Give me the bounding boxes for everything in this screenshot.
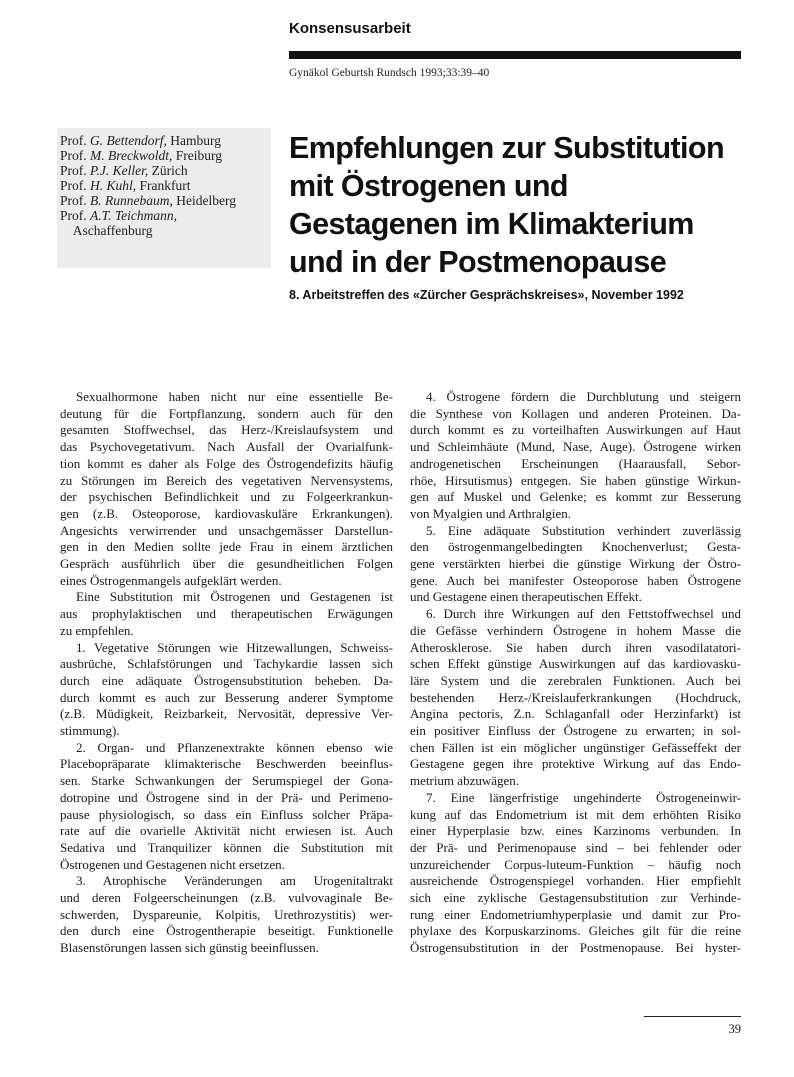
page-number: 39 [728, 1022, 741, 1036]
text-line: Blasenstörungen lassen sich günstig beeinflussen. [60, 940, 319, 956]
author-affiliation: Zürich [148, 163, 188, 178]
text-line: gen in den Medien sollte jede Frau in einem ärztlichen [60, 539, 393, 555]
text-line: ein positiver Einfluss der Östrogene zu erwarten; in sol- [410, 723, 741, 738]
text-line: sen. Starke Schwankungen der Serumspiegel der Gona- [60, 773, 393, 789]
text-line: Gespräch ausführlich über die gesundheitlichen Folgen [60, 556, 393, 571]
author-line [60, 133, 221, 148]
title-line: mit Östrogenen und [289, 169, 568, 203]
author-line [60, 208, 177, 223]
text-line: 4. Östrogene fördern die Durchblutung und steigern [426, 389, 741, 404]
author-name: M. Breckwoldt, [90, 148, 173, 163]
text-line: 3. Atrophische Veränderungen am Urogenitaltrakt [76, 873, 393, 889]
title-line: Gestagenen im Klimakterium [289, 207, 694, 241]
text-line: läre System und die zerebralen Funktionen. Auch bei [410, 672, 741, 688]
text-line: durch kommt es auch zur Besserung anderer Symptome [60, 689, 393, 705]
author-affiliation: Heidelberg [172, 193, 236, 208]
journal-reference: Gynäkol Geburtsh Rundsch 1993;33:39–40 [289, 67, 490, 79]
text-line: und deren Folgeerscheinungen (z.B. vulvovaginale Be- [60, 890, 393, 905]
text-line: den durch eine Östrogentherapie beseitigt. Funktionelle [60, 923, 393, 939]
text-line: stimmung). [60, 723, 120, 738]
text-line: und Schleimhäute (Mund, Nase, Auge). Östrogene wirken [410, 439, 741, 455]
author-prefix: Prof. [60, 148, 90, 163]
section-label: Konsensusarbeit [289, 20, 411, 37]
text-line: Angina pectoris, Z.n. Schlaganfall oder Herzinfarkt) ist [410, 706, 741, 722]
text-line: rhöe, Hirsutismus) entgegen. Sie haben günstige Wirkun- [410, 472, 741, 488]
text-line: Östrogensubstitution in der Postmenopause. Bei hyster- [410, 940, 741, 956]
text-line: Eine Substitution mit Östrogenen und Gestagenen ist [76, 589, 393, 605]
text-line: phylaxe des Korpuskarzinoms. Gleiches gilt für die reine [410, 923, 741, 939]
text-line: bestehenden Herz-/Kreislauferkrankungen (Hochdruck, [410, 689, 741, 705]
author-name: A.T. Teichmann, [90, 208, 178, 223]
text-line: gen auf Muskel und Gelenke; es kommt zur Besserung [410, 489, 741, 505]
text-line: androgenetischen Erscheinungen (Haarausfall, Sebor- [410, 455, 741, 471]
text-line: (z.B. Müdigkeit, Reizbarkeit, Nervosität, depressive Ver- [60, 706, 393, 722]
text-line: gen (z.B. Osteoporose, kardiovaskuläre Erkrankungen). [60, 505, 393, 521]
author-affiliation: Hamburg [166, 133, 221, 148]
author-line [60, 163, 188, 178]
author-line [60, 148, 222, 163]
author-prefix: Prof. [60, 193, 90, 208]
author-line [60, 223, 152, 238]
text-line: und Gestagene einen therapeutischen Effekt. [410, 589, 642, 605]
title-line: und in der Postmenopause [289, 245, 667, 279]
text-line: zu empfehlen. [60, 622, 134, 638]
author-line [60, 193, 236, 208]
text-line: chen Fällen ist ein möglicher ungünstiger Gefässeffekt der [410, 739, 741, 755]
text-line: 2. Organ- und Pflanzenextrakte können ebenso wie [76, 739, 393, 755]
author-name: G. Bettendorf, [90, 133, 167, 148]
author-prefix: Prof. [60, 163, 90, 178]
author-name: H. Kuhl, [90, 178, 137, 193]
text-line: eines Östrogenmangels aufgeklärt werden. [60, 572, 282, 588]
text-line: den östrogenmangelbedingten Knochenverlust; Gesta- [410, 539, 741, 555]
text-line: Placebopräparate klimakterische Beschwerden beeinflus- [60, 756, 393, 772]
author-prefix: Prof. [60, 133, 90, 148]
text-line: der Prä- und Perimenopause sind – bei fehlender oder [410, 839, 741, 855]
header-rule [289, 51, 741, 59]
text-line: deutung für die Fortpflanzung, sondern auch für den [60, 405, 393, 421]
author-affiliation: Frankfurt [136, 178, 191, 193]
text-line: sich eine zyklische Gestagensubstitution zur Verhinde- [410, 890, 741, 905]
text-line: Atherosklerose. Sie haben durch ihren vasodilatatori- [410, 639, 741, 655]
text-line: Gestagene gegen ihre protektive Wirkung auf das Endo- [410, 756, 741, 772]
text-line: aus prophylaktischen und therapeutischen Erwägungen [60, 606, 393, 622]
text-line: von Myalgien und Arthralgien. [410, 505, 572, 521]
text-line: metrium abzuwägen. [410, 773, 520, 789]
article-subtitle: 8. Arbeitstreffen des «Zürcher Gesprächskreises», November 1992 [289, 288, 684, 302]
text-line: rung einer Endometriumhyperplasie und damit zur Pro- [410, 906, 741, 922]
text-line: pause physiologisch, so dass ein Einfluss solcher Präpa- [60, 806, 393, 822]
footer-rule [644, 1016, 741, 1017]
text-line: schwerden, Dyspareunie, Kolpitis, Urethrozystitis) wer- [60, 906, 393, 922]
author-prefix: Prof. [60, 208, 90, 223]
text-line: tion kommt es daher als Folge des Östrogendefizits häufig [60, 455, 393, 471]
text-line: gesamten Stoffwechsel, das Herz-/Kreislaufsystem und [60, 422, 393, 438]
author-name: B. Runnebaum, [90, 193, 173, 208]
text-line: 5. Eine adäquate Substitution verhindert zuverlässig [426, 522, 741, 538]
text-line: durch eine adäquate Östrogensubstitution beheben. Da- [60, 672, 393, 688]
author-affiliation: Freiburg [172, 148, 222, 163]
text-line: der psychischen Befindlichkeit und zu Folgeerkrankun- [60, 489, 393, 505]
text-line: kung auf das Endometrium ist mit dem erhöhten Risiko [410, 806, 741, 822]
text-line: ausreichende Östrogenspiegel vorhanden. Hier empfiehlt [410, 873, 741, 889]
text-line: 1. Vegetative Störungen wie Hitzewallungen, Schweiss- [76, 639, 393, 655]
text-line: Angesichts verwirrender und unsachgemässer Darstellun- [60, 522, 393, 538]
text-line: durch kommt es zu vorteilhaften Auswirkungen auf Haut [410, 422, 741, 438]
text-line: Sedativa und Tranquilizer können die Substitution mit [60, 839, 393, 855]
text-line: 6. Durch ihre Wirkungen auf den Fettstoffwechsel und [426, 606, 741, 622]
text-line: ausbrüche, Schlafstörungen und Tachykardie lassen sich [60, 656, 393, 672]
text-line: dotropine und Östrogene sind in der Prä- und Perimeno- [60, 789, 393, 805]
title-line: Empfehlungen zur Substitution [289, 131, 724, 165]
text-line: zu Störungen im Bereich des vegetativen Nervensystems, [60, 472, 393, 488]
author-affiliation: Aschaffenburg [60, 223, 153, 238]
author-name: P.J. Keller, [90, 163, 149, 178]
text-line: das Psychovegetativum. Nach Ausfall der Ovarialfunk- [60, 439, 393, 455]
text-line: gene verstärkten hierbei die günstige Wirkung der Östro- [410, 556, 741, 571]
text-line: Sexualhormone haben nicht nur eine essentielle Be- [76, 389, 393, 404]
text-line: rate auf die ovarielle Aktivität nicht erwiesen ist. Auch [60, 823, 393, 839]
author-line [60, 178, 191, 193]
author-prefix: Prof. [60, 178, 90, 193]
text-line: die Gefässe verhindern Östrogene in hohem Masse die [410, 622, 741, 638]
text-line: unzureichender Corpus-luteum-Funktion – häufig noch [410, 856, 741, 872]
text-line: schen Effekt günstige Auswirkungen auf das kardiovasku- [410, 656, 741, 672]
text-line: 7. Eine längerfristige ungehinderte Östrogeneinwir- [426, 789, 741, 805]
text-line: Östrogenen und Gestagenen nicht ersetzen. [60, 856, 285, 872]
text-line: gene. Auch bei manifester Osteoporose haben Östrogene [410, 572, 741, 588]
text-line: die Synthese von Kollagen und anderen Proteinen. Da- [410, 405, 741, 421]
text-line: einer Hyperplasie bzw. eines Karzinoms verbunden. In [410, 823, 741, 839]
